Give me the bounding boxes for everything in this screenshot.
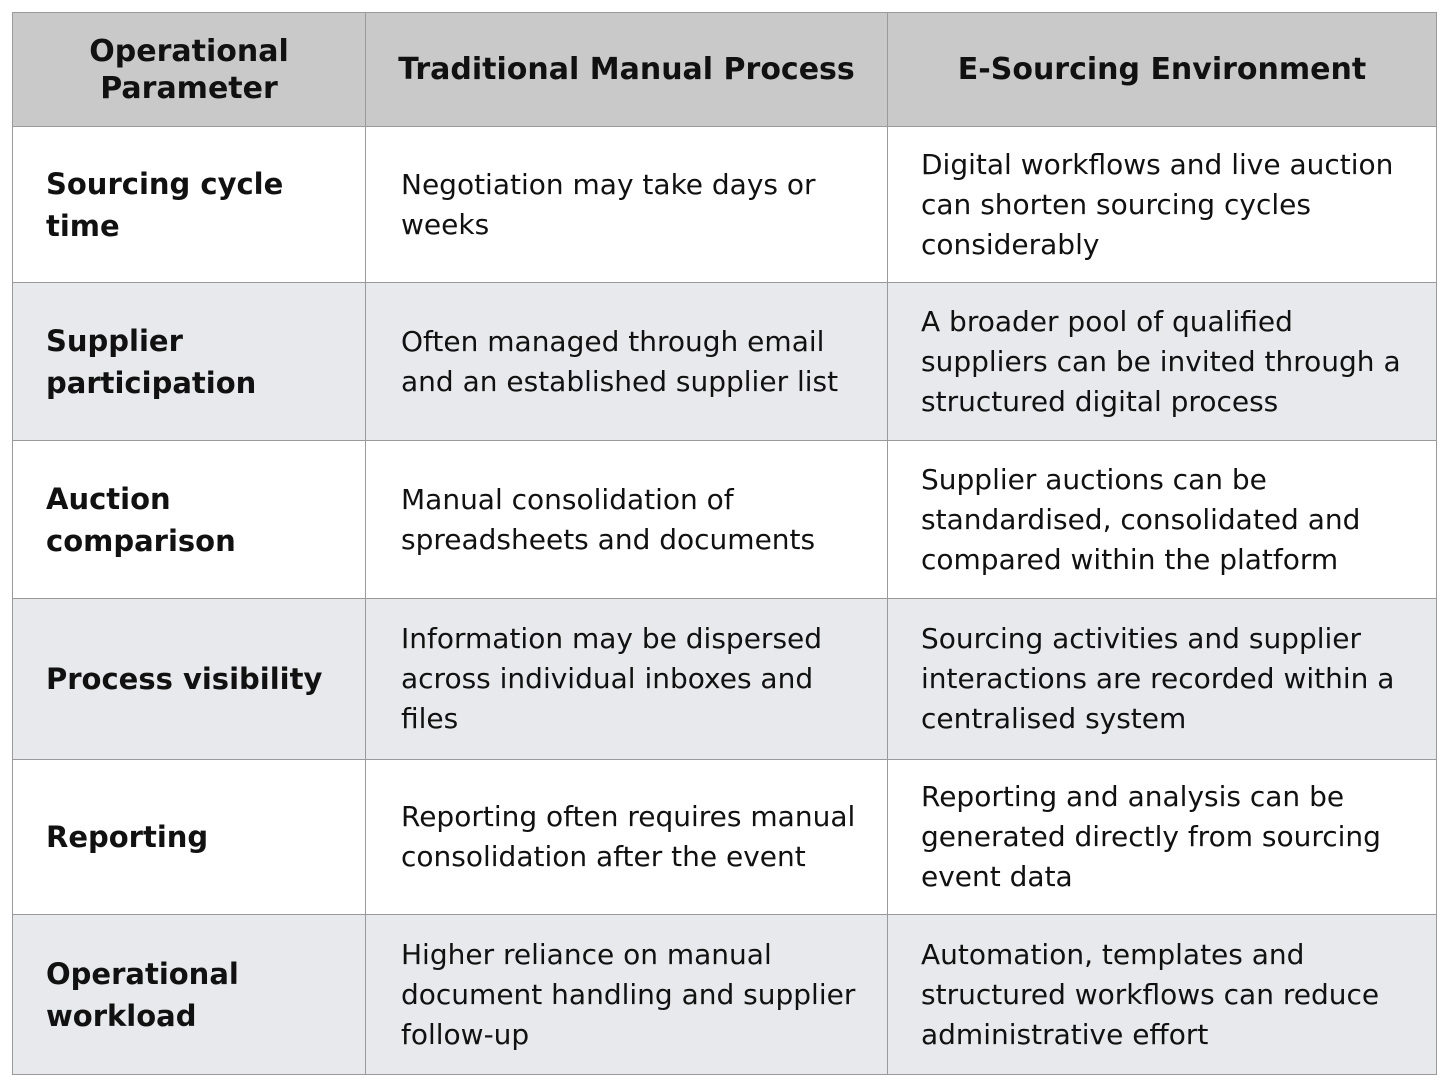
row-manual-process: Higher reliance on manual document handling and supplier follow-up xyxy=(366,915,888,1075)
row-parameter: Operational workload xyxy=(13,915,366,1075)
comparison-table-container xyxy=(12,12,1436,1074)
header-traditional-manual-process: Traditional Manual Process xyxy=(366,13,888,127)
table-row xyxy=(13,441,1437,599)
row-manual-process: Negotiation may take days or weeks xyxy=(366,127,888,283)
row-parameter: Process visibility xyxy=(13,599,366,760)
row-parameter: Auction comparison xyxy=(13,441,366,599)
row-e-sourcing: Digital workflows and live auction can shorten sourcing cycles considerably xyxy=(888,127,1437,283)
row-e-sourcing: Automation, templates and structured workflows can reduce administrative effort xyxy=(888,915,1437,1075)
header-operational-parameter: Operational Parameter xyxy=(13,13,366,127)
row-parameter: Sourcing cycle time xyxy=(13,127,366,283)
table-row xyxy=(13,760,1437,915)
row-manual-process: Often managed through email and an established supplier list xyxy=(366,283,888,441)
row-e-sourcing: Sourcing activities and supplier interactions are recorded within a centralised system xyxy=(888,599,1437,760)
table-row xyxy=(13,127,1437,283)
row-parameter: Reporting xyxy=(13,760,366,915)
row-e-sourcing: Reporting and analysis can be generated directly from sourcing event data xyxy=(888,760,1437,915)
row-e-sourcing: Supplier auctions can be standardised, consolidated and compared within the platform xyxy=(888,441,1437,599)
table-row xyxy=(13,283,1437,441)
row-manual-process: Information may be dispersed across individual inboxes and files xyxy=(366,599,888,760)
header-e-sourcing-environment: E-Sourcing Environment xyxy=(888,13,1437,127)
row-parameter: Supplier participation xyxy=(13,283,366,441)
comparison-table xyxy=(12,12,1437,1075)
table-row xyxy=(13,915,1437,1075)
row-manual-process: Reporting often requires manual consolidation after the event xyxy=(366,760,888,915)
row-e-sourcing: A broader pool of qualified suppliers can be invited through a structured digital process xyxy=(888,283,1437,441)
row-manual-process: Manual consolidation of spreadsheets and documents xyxy=(366,441,888,599)
table-row xyxy=(13,599,1437,760)
table-header-row xyxy=(13,13,1437,127)
